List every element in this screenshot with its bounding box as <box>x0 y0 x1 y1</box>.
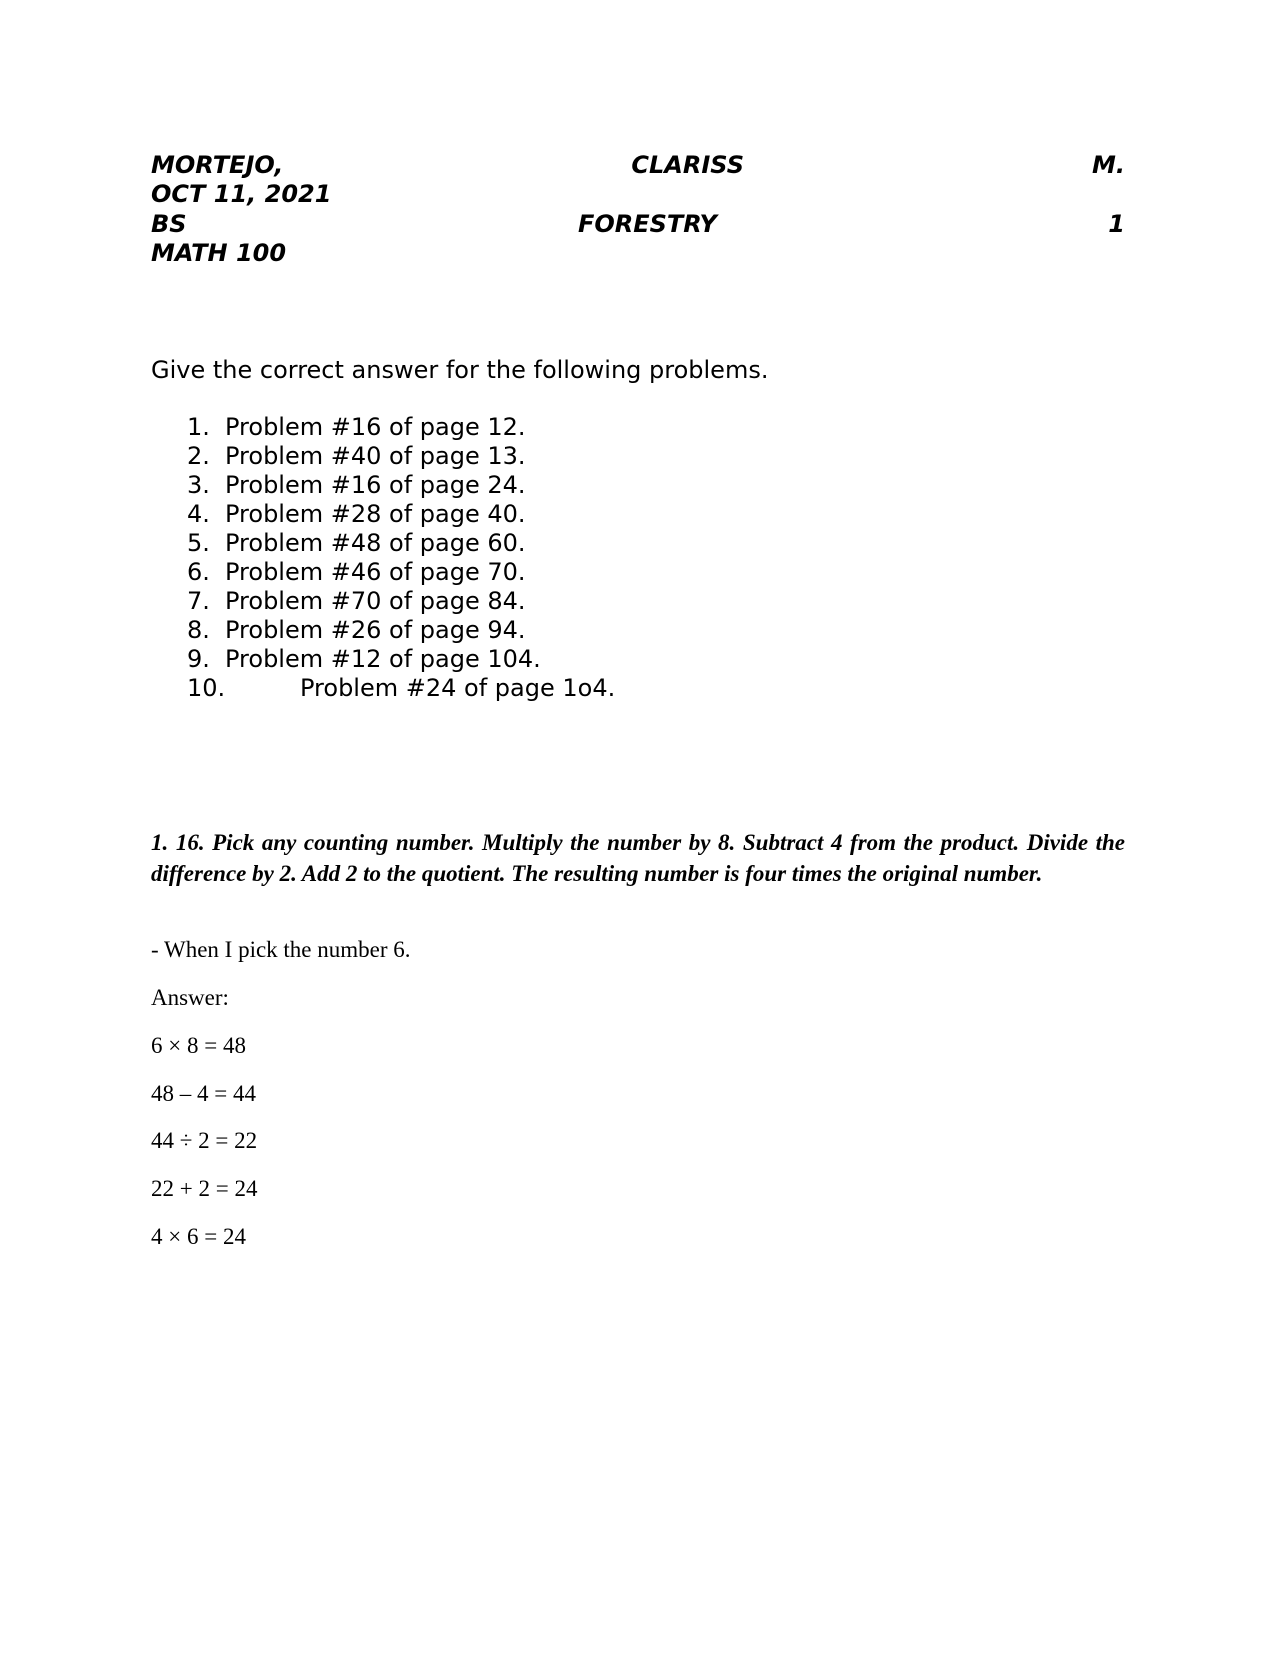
equation-line: 48 – 4 = 44 <box>151 1081 256 1106</box>
list-text: Problem #28 of page 40. <box>225 500 526 528</box>
header-name-line <box>151 150 1125 180</box>
list-number: 4. <box>187 500 210 528</box>
header-course: MATH 100 <box>151 239 287 267</box>
instruction-text: Give the correct answer for the following problems. <box>151 356 769 384</box>
list-number: 8. <box>187 616 210 644</box>
list-number: 6. <box>187 558 210 586</box>
degree: BS <box>151 210 187 238</box>
pick-statement: - When I pick the number 6. <box>151 937 411 962</box>
problem-statement: 1. 16. Pick any counting number. Multiply the number by 8. Subtract 4 from the product. Divide the difference by 2. Add 2 to the quotient. The resulting number is four times the original number. <box>151 830 1125 886</box>
equation-line: 4 × 6 = 24 <box>151 1224 246 1249</box>
list-number: 2. <box>187 442 210 470</box>
first-name: CLARISS <box>631 151 744 179</box>
list-number: 1. <box>187 413 210 441</box>
equation-line: 6 × 8 = 48 <box>151 1033 246 1058</box>
list-number: 9. <box>187 645 210 673</box>
list-number: 5. <box>187 529 210 557</box>
list-number: 3. <box>187 471 210 499</box>
list-text: Problem #24 of page 1o4. <box>300 674 616 702</box>
surname: MORTEJO, <box>151 151 284 179</box>
header-date: OCT 11, 2021 <box>151 180 332 208</box>
list-number: 10. <box>187 674 226 702</box>
year-level: 1 <box>1108 210 1125 238</box>
list-number: 7. <box>187 587 210 615</box>
list-text: Problem #70 of page 84. <box>225 587 526 615</box>
list-text: Problem #26 of page 94. <box>225 616 526 644</box>
list-text: Problem #12 of page 104. <box>225 645 541 673</box>
answer-label: Answer: <box>151 985 229 1010</box>
program: FORESTRY <box>577 210 717 238</box>
equation-line: 44 ÷ 2 = 22 <box>151 1128 258 1153</box>
list-text: Problem #40 of page 13. <box>225 442 526 470</box>
header-program-line <box>151 209 1125 239</box>
list-text: Problem #16 of page 24. <box>225 471 526 499</box>
middle-initial: M. <box>1091 151 1125 179</box>
list-text: Problem #48 of page 60. <box>225 529 526 557</box>
equation-line: 22 + 2 = 24 <box>151 1176 258 1201</box>
list-text: Problem #16 of page 12. <box>225 413 526 441</box>
list-text: Problem #46 of page 70. <box>225 558 526 586</box>
